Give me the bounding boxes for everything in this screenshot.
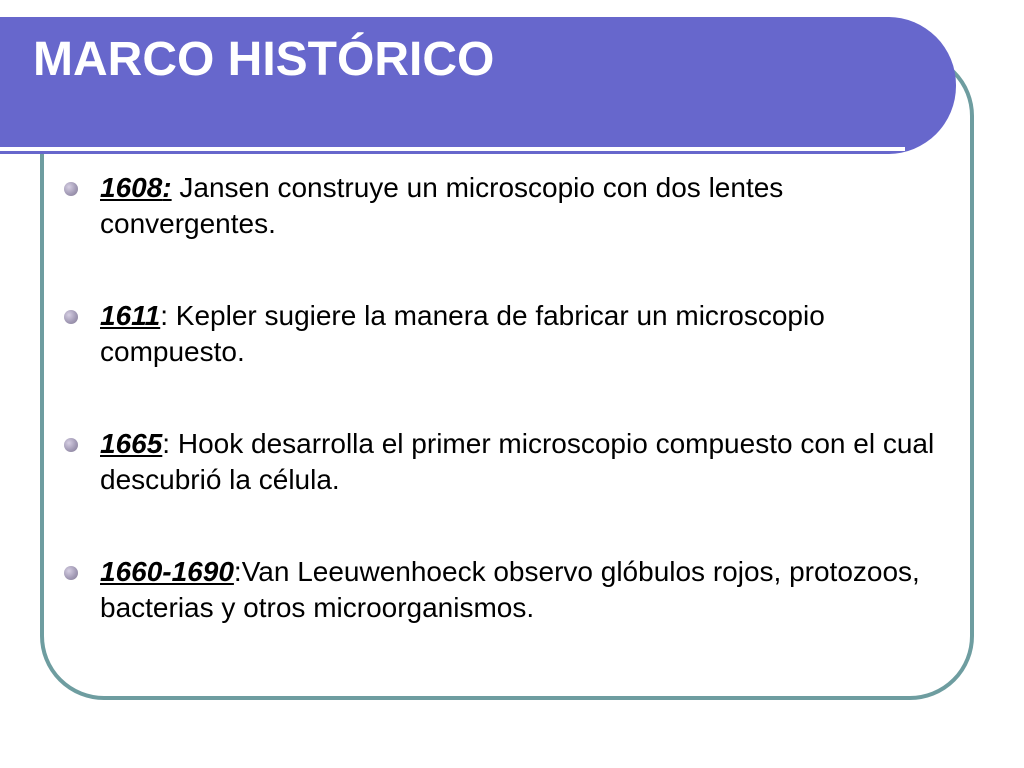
bullet-text: Hook desarrolla el primer microscopio compuesto con el cual descubrió la célula. [100, 428, 935, 495]
bullet-item-1665 [62, 426, 962, 498]
bullet-text: Van Leeuwenhoeck observo glóbulos rojos, protozoos, bacterias y otros microorganismos. [100, 556, 920, 623]
bullet-separator: : [162, 428, 171, 459]
bullet-item-1608 [62, 170, 962, 242]
bullet-text: Jansen construye un microscopio con dos lentes convergentes. [100, 172, 784, 239]
bullet-year: 1660-1690 [100, 556, 234, 587]
bullet-text: Kepler sugiere la manera de fabricar un microscopio compuesto. [100, 300, 825, 367]
bullet-item-1611 [62, 298, 962, 370]
bullet-year: 1611 [100, 300, 161, 331]
bullet-list [62, 170, 962, 682]
slide-title: MARCO HISTÓRICO [33, 33, 495, 86]
bullet-separator: : [160, 300, 168, 331]
bullet-separator: : [233, 556, 242, 587]
bullet-separator: : [162, 172, 172, 203]
bullet-item-1660-1690 [62, 554, 962, 626]
bullet-dot-icon [64, 438, 78, 452]
bullet-dot-icon [64, 566, 78, 580]
bullet-year: 1665 [100, 428, 163, 459]
bullet-year: 1608 [100, 172, 163, 203]
bullet-dot-icon [64, 310, 78, 324]
bullet-dot-icon [64, 182, 78, 196]
title-underline-rule [0, 147, 905, 151]
